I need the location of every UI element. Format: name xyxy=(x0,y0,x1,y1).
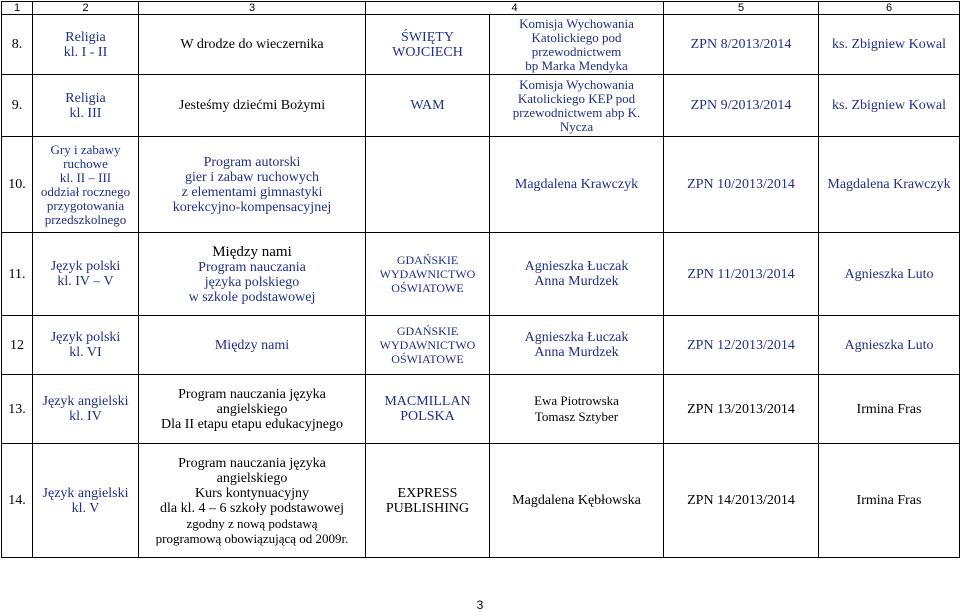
row-number: 9. xyxy=(2,75,33,137)
program-cell: Między nami xyxy=(139,316,366,375)
subject-cell: Gry i zabawy ruchowe kl. II – III oddział rocznego przygotowania przedszkolnego xyxy=(33,137,139,233)
approved-by-cell: Agnieszka Łuczak Anna Murdzek xyxy=(490,316,664,375)
publisher-cell: WAM xyxy=(366,75,490,137)
column-number: 5 xyxy=(664,2,819,15)
subject-cell: Język polski kl. VI xyxy=(33,316,139,375)
program-number-cell: ZPN 13/2013/2014 xyxy=(664,375,819,444)
author-cell: ks. Zbigniew Kowal xyxy=(819,15,960,75)
author-cell: Agnieszka Luto xyxy=(819,316,960,375)
table-row xyxy=(2,233,960,316)
column-number: 3 xyxy=(139,2,366,15)
approved-by-cell: Magdalena Krawczyk xyxy=(490,137,664,233)
publisher-cell: ŚWIĘTY WOJCIECH xyxy=(366,15,490,75)
publisher-cell xyxy=(366,137,490,233)
table-row xyxy=(2,75,960,137)
publisher-cell: GDAŃSKIE WYDAWNICTWO OŚWIATOWE xyxy=(366,316,490,375)
column-number: 6 xyxy=(819,2,960,15)
column-number: 4 xyxy=(366,2,664,15)
approved-by-cell: Komisja Wychowania Katolickiego pod przewodnictwem bp Marka Mendyka xyxy=(490,15,664,75)
table-row xyxy=(2,15,960,75)
approved-by-cell: Ewa Piotrowska Tomasz Sztyber xyxy=(490,375,664,444)
publisher-cell: MACMILLAN POLSKA xyxy=(366,375,490,444)
subject-cell: Religia kl. I - II xyxy=(33,15,139,75)
program-title: Między nami xyxy=(212,243,292,260)
program-cell: Między nami Program nauczania języka polskiego w szkole podstawowej xyxy=(139,233,366,316)
table-row xyxy=(2,444,960,558)
row-number: 10. xyxy=(2,137,33,233)
column-number-row xyxy=(2,2,960,15)
author-cell: Magdalena Krawczyk xyxy=(819,137,960,233)
program-cell: Jesteśmy dziećmi Bożymi xyxy=(139,75,366,137)
publisher-cell: EXPRESS PUBLISHING xyxy=(366,444,490,558)
table-row xyxy=(2,375,960,444)
approved-by-cell: Magdalena Kębłowska xyxy=(490,444,664,558)
subject-cell: Język angielski kl. V xyxy=(33,444,139,558)
table-row xyxy=(2,316,960,375)
program-number-cell: ZPN 10/2013/2014 xyxy=(664,137,819,233)
approved-by-cell: Agnieszka Łuczak Anna Murdzek xyxy=(490,233,664,316)
page-number: 3 xyxy=(476,598,484,612)
publisher-cell: GDAŃSKIE WYDAWNICTWO OŚWIATOWE xyxy=(366,233,490,316)
program-number-cell: ZPN 9/2013/2014 xyxy=(664,75,819,137)
subject-cell: Język angielski kl. IV xyxy=(33,375,139,444)
author-cell: Agnieszka Luto xyxy=(819,233,960,316)
program-cell: Program autorski gier i zabaw ruchowych z elementami gimnastyki korekcyjno-kompensacyjnej xyxy=(139,137,366,233)
row-number: 14. xyxy=(2,444,33,558)
program-number-cell: ZPN 8/2013/2014 xyxy=(664,15,819,75)
approved-by-cell: Komisja Wychowania Katolickiego KEP pod przewodnictwem abp K. Nycza xyxy=(490,75,664,137)
programs-table xyxy=(1,1,960,558)
column-number: 2 xyxy=(33,2,139,15)
row-number: 12 xyxy=(2,316,33,375)
program-number-cell: ZPN 12/2013/2014 xyxy=(664,316,819,375)
subject-cell: Religia kl. III xyxy=(33,75,139,137)
author-cell: Irmina Fras xyxy=(819,444,960,558)
program-cell: W drodze do wieczernika xyxy=(139,15,366,75)
program-cell: Program nauczania języka angielskiego Kurs kontynuacyjny dla kl. 4 – 6 szkoły podstawowej zgodny z nową podstawą programową obowiązującą od 2009r. xyxy=(139,444,366,558)
column-number: 1 xyxy=(2,2,33,15)
program-number-cell: ZPN 11/2013/2014 xyxy=(664,233,819,316)
author-cell: ks. Zbigniew Kowal xyxy=(819,75,960,137)
row-number: 8. xyxy=(2,15,33,75)
author-cell: Irmina Fras xyxy=(819,375,960,444)
row-number: 11. xyxy=(2,233,33,316)
table-row xyxy=(2,137,960,233)
program-note: zgodny z nową podstawą programową obowiązującą od 2009r. xyxy=(155,515,349,546)
subject-cell: Język polski kl. IV – V xyxy=(33,233,139,316)
program-number-cell: ZPN 14/2013/2014 xyxy=(664,444,819,558)
program-cell: Program nauczania języka angielskiego Dla II etapu etapu edukacyjnego xyxy=(139,375,366,444)
row-number: 13. xyxy=(2,375,33,444)
